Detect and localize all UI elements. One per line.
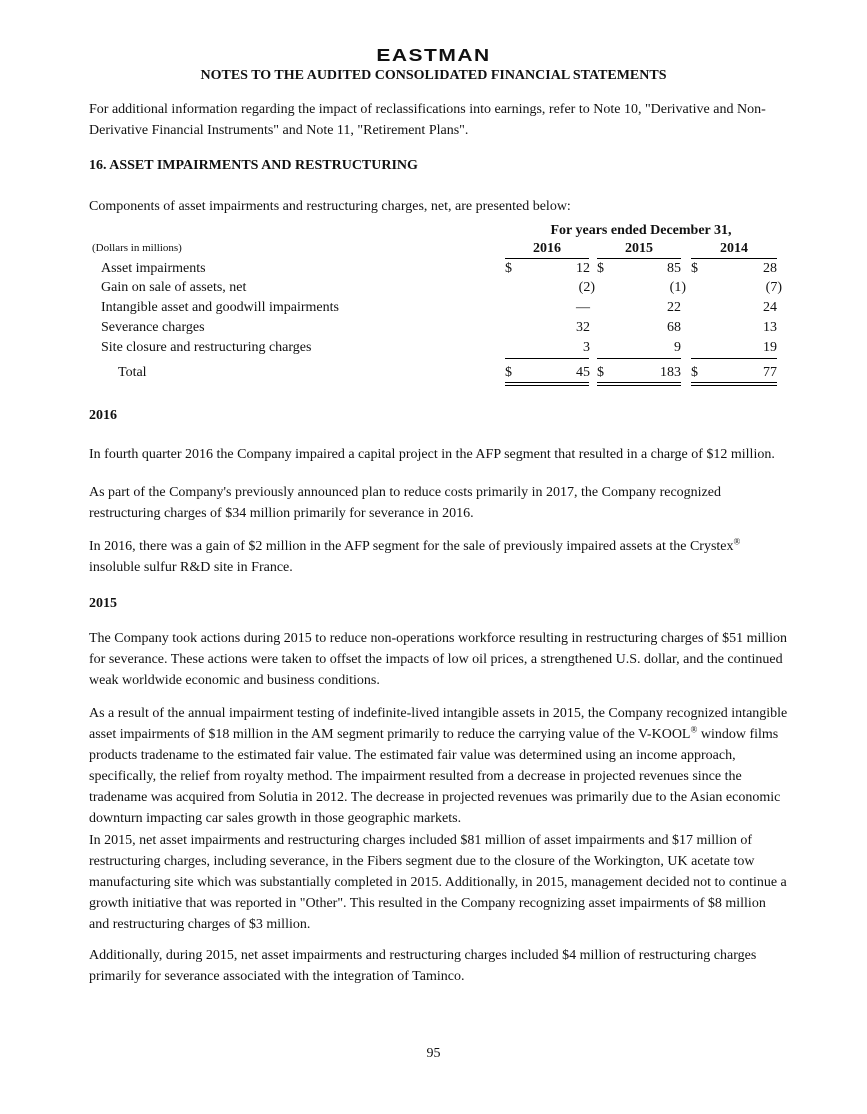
currency-symbol: $	[505, 365, 512, 380]
section-heading: 16. ASSET IMPAIRMENTS AND RESTRUCTURING	[89, 158, 418, 173]
row-label-intangible-impairments: Intangible asset and goodwill impairments	[101, 300, 339, 315]
paragraph-2016-2: As part of the Company's previously announced plan to reduce costs primarily in 2017, the Company recognized restructuring charges of $34 million primarily for severance in 2016.	[89, 485, 721, 521]
paragraph-2015-3: In 2015, net asset impairments and restructuring charges included $81 million of asset impairments and $17 million of restructuring charges, including severance, in the Fibers segment due to the closure of the Workington, UK acetate tow manufacturing site which was substantially completed in 2015. Additionally, in 2015, management decided not to continue a growth initiative that was reported in "Other". This resulted in the Company recognizing asset impairments of $8 million and restructuring charges of $3 million.	[89, 833, 787, 932]
table-cell: 24	[763, 300, 777, 315]
header-rule-2016	[505, 258, 589, 259]
paragraph-2015-4: Additionally, during 2015, net asset impairments and restructuring charges included $4 million of restructuring charges primarily for severance associated with the integration of Taminco.	[89, 948, 757, 984]
column-header-2014: 2014	[720, 241, 748, 256]
company-logo: EASTMAN	[376, 46, 491, 66]
table-cell: 22	[667, 300, 681, 315]
registered-mark: ®	[690, 724, 698, 735]
total-rule-2015	[597, 385, 681, 386]
column-header-2015: 2015	[625, 241, 653, 256]
row-label-severance: Severance charges	[101, 320, 205, 335]
intro-paragraph: For additional information regarding the impact of reclassifications into earnings, refer to Note 10, "Derivative and Non-Derivative Financial Instruments" and Note 11, "Retirement Plans".	[89, 102, 766, 138]
subtotal-rule-2014	[691, 358, 777, 359]
table-cell: 32	[576, 320, 590, 335]
total-rule-2016	[505, 385, 589, 386]
header-rule-2014	[691, 258, 777, 259]
total-rule-2014	[691, 385, 777, 386]
paragraph-2016-1: In fourth quarter 2016 the Company impaired a capital project in the AFP segment that resulted in a charge of $12 million.	[89, 447, 775, 462]
table-period-header: For years ended December 31,	[550, 223, 732, 238]
header-rule-2015	[597, 258, 681, 259]
table-cell: 3	[583, 340, 590, 355]
table-cell: 183	[660, 365, 681, 380]
currency-symbol: $	[691, 261, 698, 276]
table-cell: 19	[763, 340, 777, 355]
paragraph-2015-1: The Company took actions during 2015 to reduce non-operations workforce resulting in restructuring charges of $51 million for severance. These actions were taken to offset the impacts of low oil prices, a strengthened U.S. dollar, and the continued weak worldwide economic and business conditions.	[89, 631, 788, 688]
table-cell: 68	[667, 320, 681, 335]
table-cell: 12	[576, 261, 590, 276]
registered-mark: ®	[733, 536, 741, 547]
table-cell: (7)	[765, 280, 782, 295]
year-heading-2016: 2016	[89, 408, 117, 423]
currency-symbol: $	[597, 365, 604, 380]
row-label-gain-on-sale: Gain on sale of assets, net	[101, 280, 247, 295]
page-title: NOTES TO THE AUDITED CONSOLIDATED FINANCIAL STATEMENTS	[200, 68, 667, 83]
total-rule-2016	[505, 382, 589, 383]
year-heading-2015: 2015	[89, 596, 117, 611]
paragraph-2015-2: As a result of the annual impairment testing of indefinite-lived intangible assets in 2015, the Company recognized intangible asset impairments of $18 million in the AM segment primarily to reduce the carrying value of the V-KOOL® window films products tradename to the estimated fair value. The estimated fair value was determined using an income approach, specifically, the relief from royalty method. The impairment resulted from a decrease in projected revenues since the tradename was acquired from Solutia in 2012. The decrease in projected revenues was primarily due to the Asian economic downturn impacting car sales growth in those geographic markets.	[89, 706, 788, 826]
table-units-label: (Dollars in millions)	[92, 242, 182, 254]
column-header-2016: 2016	[533, 241, 561, 256]
subtotal-rule-2015	[597, 358, 681, 359]
table-cell: 9	[674, 340, 681, 355]
table-cell: 85	[667, 261, 681, 276]
total-rule-2015	[597, 382, 681, 383]
currency-symbol: $	[691, 365, 698, 380]
row-label-site-closure: Site closure and restructuring charges	[101, 340, 312, 355]
currency-symbol: $	[505, 261, 512, 276]
section-lead: Components of asset impairments and restructuring charges, net, are presented below:	[89, 199, 571, 214]
subtotal-rule-2016	[505, 358, 589, 359]
table-cell: (1)	[669, 280, 686, 295]
table-cell: (2)	[578, 280, 595, 295]
currency-symbol: $	[597, 261, 604, 276]
row-label-total: Total	[118, 365, 147, 380]
paragraph-2016-3: In 2016, there was a gain of $2 million in the AFP segment for the sale of previously impaired assets at the Crystex® insoluble sulfur R&D site in France.	[89, 536, 741, 575]
total-rule-2014	[691, 382, 777, 383]
table-cell: 28	[763, 261, 777, 276]
financial-table	[0, 0, 867, 400]
page-number: 95	[426, 1046, 441, 1061]
table-cell: 13	[763, 320, 777, 335]
table-cell: 45	[576, 365, 590, 380]
table-cell: 77	[763, 365, 777, 380]
table-cell: —	[576, 300, 590, 315]
row-label-asset-impairments: Asset impairments	[101, 261, 206, 276]
